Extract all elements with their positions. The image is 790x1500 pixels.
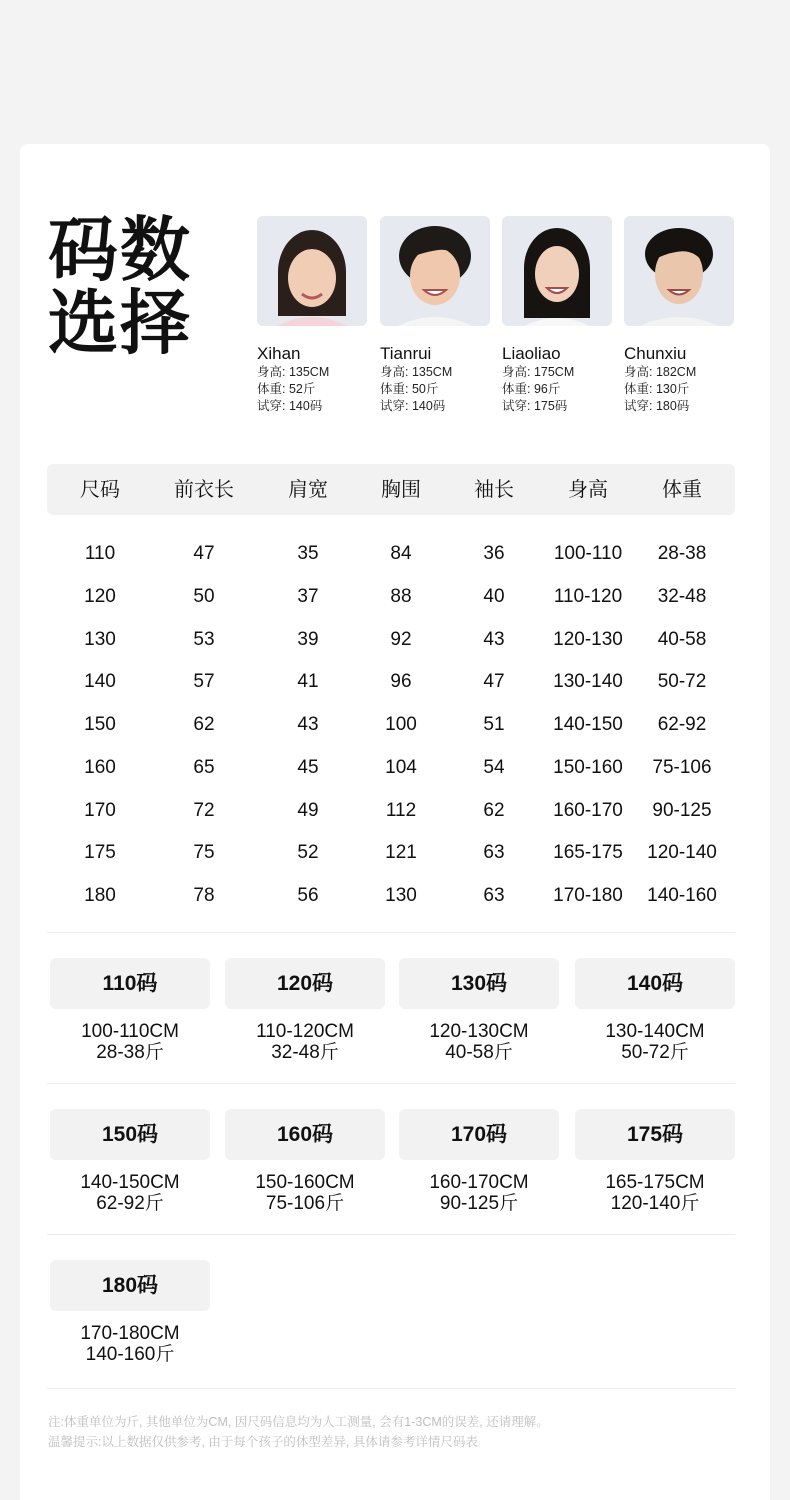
title-line-1: 码数 [48, 209, 192, 291]
table-cell: 65 [193, 756, 215, 778]
model-tried-size: 试穿: 180码 [624, 399, 690, 413]
table-cell: 36 [483, 543, 505, 564]
model-name: Chunxiu [624, 344, 687, 363]
section-divider [47, 932, 735, 933]
size-info [575, 1021, 735, 1063]
size-badge: 110码 [50, 958, 210, 1009]
table-cell: 75-106 [652, 756, 712, 778]
size-info [225, 1172, 385, 1214]
column-header: 肩宽 [288, 477, 328, 501]
table-cell: 160 [84, 756, 116, 778]
table-cell: 96 [390, 671, 412, 693]
size-height-range: 120-130CM [429, 1021, 529, 1042]
size-badge: 175码 [575, 1109, 735, 1160]
portrait-woman-icon [502, 216, 612, 326]
table-cell: 50-72 [657, 671, 707, 693]
size-row [50, 1109, 735, 1260]
model-photo [624, 216, 734, 326]
size-badge: 170码 [399, 1109, 559, 1160]
table-cell: 63 [483, 885, 505, 906]
size-weight-range: 120-140斤 [610, 1193, 700, 1214]
table-cell: 120-140 [647, 842, 717, 864]
model-card [380, 216, 492, 415]
model-weight: 体重: 130斤 [624, 382, 690, 396]
table-cell: 28-38 [657, 543, 707, 564]
table-cell: 104 [385, 756, 417, 778]
portrait-girl-icon [257, 216, 367, 326]
table-cell: 53 [193, 628, 215, 650]
table-cell: 140-150 [553, 714, 623, 735]
table-cell: 62 [193, 714, 215, 735]
size-card [50, 1260, 210, 1365]
size-table-header [47, 464, 735, 515]
table-cell: 37 [297, 585, 319, 607]
size-weight-range: 62-92斤 [96, 1193, 164, 1214]
model-tried-size: 试穿: 140码 [380, 399, 446, 413]
model-photo [380, 216, 490, 326]
column-header: 袖长 [474, 477, 514, 501]
table-row [47, 576, 735, 619]
note-line-2: 温馨提示:以上数据仅供参考, 由于每个孩子的体型差异, 具体请参考详情尺码表 [48, 1435, 478, 1449]
footnotes [48, 1412, 549, 1452]
model-weight: 体重: 52斤 [257, 382, 316, 396]
size-info [50, 1021, 210, 1063]
size-guide-card [20, 144, 770, 1500]
table-cell: 62 [483, 799, 505, 821]
table-row [47, 704, 735, 747]
size-table-body [47, 533, 735, 918]
model-height: 身高: 182CM [624, 365, 697, 379]
table-cell: 35 [297, 543, 319, 564]
table-cell: 63 [483, 842, 505, 864]
table-cell: 78 [193, 885, 215, 906]
column-header: 体重 [662, 477, 702, 501]
size-weight-range: 75-106斤 [265, 1193, 345, 1214]
size-card [399, 1109, 559, 1214]
size-card [50, 958, 210, 1063]
model-weight: 体重: 50斤 [380, 382, 439, 396]
size-height-range: 100-110CM [81, 1021, 179, 1042]
table-cell: 43 [483, 628, 505, 650]
table-cell: 100 [385, 714, 417, 735]
model-height: 身高: 135CM [257, 365, 330, 379]
table-cell: 120-130 [553, 628, 623, 650]
size-info [399, 1021, 559, 1063]
section-divider [47, 1388, 735, 1389]
size-info [50, 1172, 210, 1214]
size-height-range: 150-160CM [255, 1172, 355, 1193]
table-cell: 50 [193, 585, 215, 607]
size-height-range: 165-175CM [605, 1172, 705, 1193]
size-weight-range: 90-125斤 [439, 1193, 519, 1214]
column-header: 前衣长 [174, 477, 234, 501]
table-cell: 112 [385, 799, 417, 821]
model-height: 身高: 175CM [502, 365, 575, 379]
note-line-1: 注:体重单位为斤, 其他单位为CM, 因尺码信息均为人工测量, 会有1-3CM的误差, 还请理解。 [48, 1415, 549, 1429]
table-cell: 110 [84, 543, 116, 564]
size-height-range: 130-140CM [605, 1021, 705, 1042]
column-header: 身高 [568, 477, 608, 501]
table-row [47, 661, 735, 704]
table-cell: 130 [84, 628, 116, 650]
table-cell: 140 [84, 671, 116, 693]
size-badge: 150码 [50, 1109, 210, 1160]
table-cell: 175 [84, 842, 116, 864]
portrait-boy-icon [380, 216, 490, 326]
size-card [225, 958, 385, 1063]
model-photo [257, 216, 367, 326]
table-cell: 100-110 [553, 543, 623, 564]
table-cell: 120 [84, 585, 116, 607]
size-weight-range: 40-58斤 [445, 1042, 513, 1063]
size-badge: 130码 [399, 958, 559, 1009]
table-cell: 40-58 [657, 628, 707, 650]
column-header: 胸围 [381, 477, 421, 501]
size-badge: 120码 [225, 958, 385, 1009]
table-cell: 52 [297, 842, 319, 864]
table-cell: 45 [297, 756, 319, 778]
table-cell: 150-160 [553, 756, 623, 778]
portrait-man-icon [624, 216, 734, 326]
size-height-range: 140-150CM [80, 1172, 180, 1193]
page-title [48, 209, 192, 364]
size-info [50, 1323, 210, 1365]
section-divider [47, 1083, 735, 1084]
size-height-range: 160-170CM [429, 1172, 529, 1193]
table-cell: 41 [297, 671, 319, 693]
model-tried-size: 试穿: 175码 [502, 399, 568, 413]
table-cell: 62-92 [657, 714, 707, 735]
model-name: Xihan [257, 344, 301, 363]
table-cell: 92 [390, 628, 412, 650]
table-cell: 51 [483, 714, 505, 735]
table-cell: 180 [84, 885, 116, 906]
column-header: 尺码 [80, 477, 120, 501]
section-divider [47, 1234, 735, 1235]
size-badge: 140码 [575, 958, 735, 1009]
table-cell: 47 [483, 671, 505, 693]
model-card [624, 216, 736, 415]
model-card [257, 216, 369, 415]
table-cell: 160-170 [553, 799, 623, 821]
size-height-range: 110-120CM [256, 1021, 354, 1042]
model-weight: 体重: 96斤 [502, 382, 561, 396]
table-cell: 47 [193, 543, 215, 564]
model-photo [502, 216, 612, 326]
table-cell: 90-125 [652, 799, 712, 821]
table-cell: 121 [385, 842, 417, 864]
size-badge: 180码 [50, 1260, 210, 1311]
table-cell: 32-48 [657, 585, 707, 607]
table-cell: 150 [84, 714, 116, 735]
size-recommendation-grid [50, 958, 735, 1411]
size-info [399, 1172, 559, 1214]
table-row [47, 619, 735, 662]
table-cell: 170-180 [553, 885, 623, 906]
table-cell: 170 [84, 799, 116, 821]
table-cell: 57 [193, 671, 215, 693]
table-row [47, 832, 735, 875]
size-card [399, 958, 559, 1063]
size-card [575, 958, 735, 1063]
model-card [502, 216, 614, 415]
table-cell: 130 [385, 885, 417, 906]
size-info [225, 1021, 385, 1063]
table-row [47, 875, 735, 918]
table-row [47, 790, 735, 833]
size-weight-range: 140-160斤 [85, 1344, 175, 1365]
table-cell: 75 [193, 842, 215, 864]
table-cell: 72 [193, 799, 215, 821]
table-row [47, 747, 735, 790]
table-cell: 110-120 [553, 585, 623, 607]
table-cell: 40 [483, 585, 505, 607]
table-row [47, 533, 735, 576]
table-cell: 140-160 [647, 885, 717, 906]
size-card [225, 1109, 385, 1214]
table-cell: 54 [483, 756, 505, 778]
model-name: Liaoliao [502, 344, 561, 363]
table-cell: 56 [297, 885, 319, 906]
model-name: Tianrui [380, 344, 432, 363]
size-badge: 160码 [225, 1109, 385, 1160]
table-cell: 43 [297, 714, 319, 735]
table-cell: 84 [390, 543, 412, 564]
size-height-range: 170-180CM [80, 1323, 180, 1344]
table-cell: 165-175 [553, 842, 623, 864]
model-list [257, 216, 737, 426]
size-info [575, 1172, 735, 1214]
size-weight-range: 28-38斤 [96, 1042, 164, 1063]
size-card [575, 1109, 735, 1214]
model-tried-size: 试穿: 140码 [257, 399, 323, 413]
table-cell: 88 [390, 585, 412, 607]
title-line-2: 选择 [48, 282, 192, 364]
model-height: 身高: 135CM [380, 365, 453, 379]
size-card [50, 1109, 210, 1214]
table-cell: 49 [297, 799, 319, 821]
size-row [50, 958, 735, 1109]
table-cell: 39 [297, 628, 319, 650]
size-weight-range: 32-48斤 [271, 1042, 339, 1063]
table-cell: 130-140 [553, 671, 623, 693]
size-weight-range: 50-72斤 [621, 1042, 689, 1063]
